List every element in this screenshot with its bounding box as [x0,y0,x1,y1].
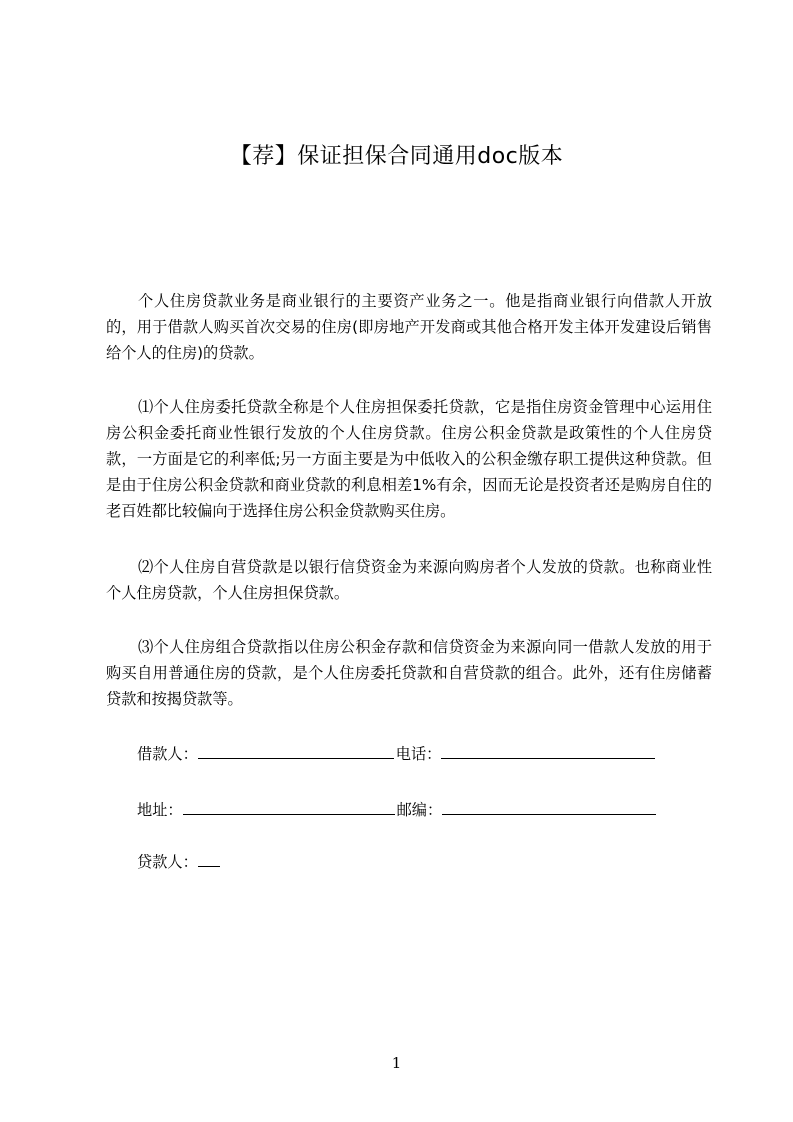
phone-blank-field[interactable] [441,741,655,759]
form-row-address [137,797,658,822]
paragraph-entrusted-loan: ⑴个人住房委托贷款全称是个人住房担保委托贷款，它是指住房资金管理中心运用住房公积金委托商业性银行发放的个人住房贷款。住房公积金贷款是政策性的个人住房贷款，一方面是它的利率低;另一方面主要是为中低收入的公积金缴存职工提供这种贷款。但是由于住房公积金贷款和商业贷款的利息相差1%有余，因而无论是投资者还是购房自住的老百姓都比较偏向于选择住房公积金贷款购买住房。 [106,398,712,520]
borrower-blank-field[interactable] [198,741,394,759]
lender-blank-field[interactable] [198,849,220,867]
zip-label: 邮编： [396,801,443,819]
paragraph-intro: 个人住房贷款业务是商业银行的主要资产业务之一。他是指商业银行向借款人开放的，用于借款人购买首次交易的住房(即房地产开发商或其他合格开发主体开发建设后销售给个人的住房)的贷款。 [106,292,712,362]
borrower-label: 借款人： [137,745,198,763]
form-row-lender [137,849,222,874]
document-title: 【荐】保证担保合同通用doc版本 [229,144,564,169]
zip-blank-field[interactable] [442,797,656,815]
paragraph-combined-loan: ⑶个人住房组合贷款指以住房公积金存款和信贷资金为来源向同一借款人发放的用于购买自用普通住房的贷款，是个人住房委托贷款和自营贷款的组合。此外，还有住房储蓄贷款和按揭贷款等。 [106,638,712,708]
page-number: 1 [391,1054,402,1072]
address-label: 地址： [137,801,183,819]
form-row-borrower [137,741,657,766]
lender-label: 贷款人： [137,853,198,871]
address-blank-field[interactable] [183,797,395,815]
paragraph-self-operated-loan: ⑵个人住房自营贷款是以银行信贷资金为来源向购房者个人发放的贷款。也称商业性个人住房贷款，个人住房担保贷款。 [106,558,712,602]
phone-label: 电话： [395,745,442,763]
